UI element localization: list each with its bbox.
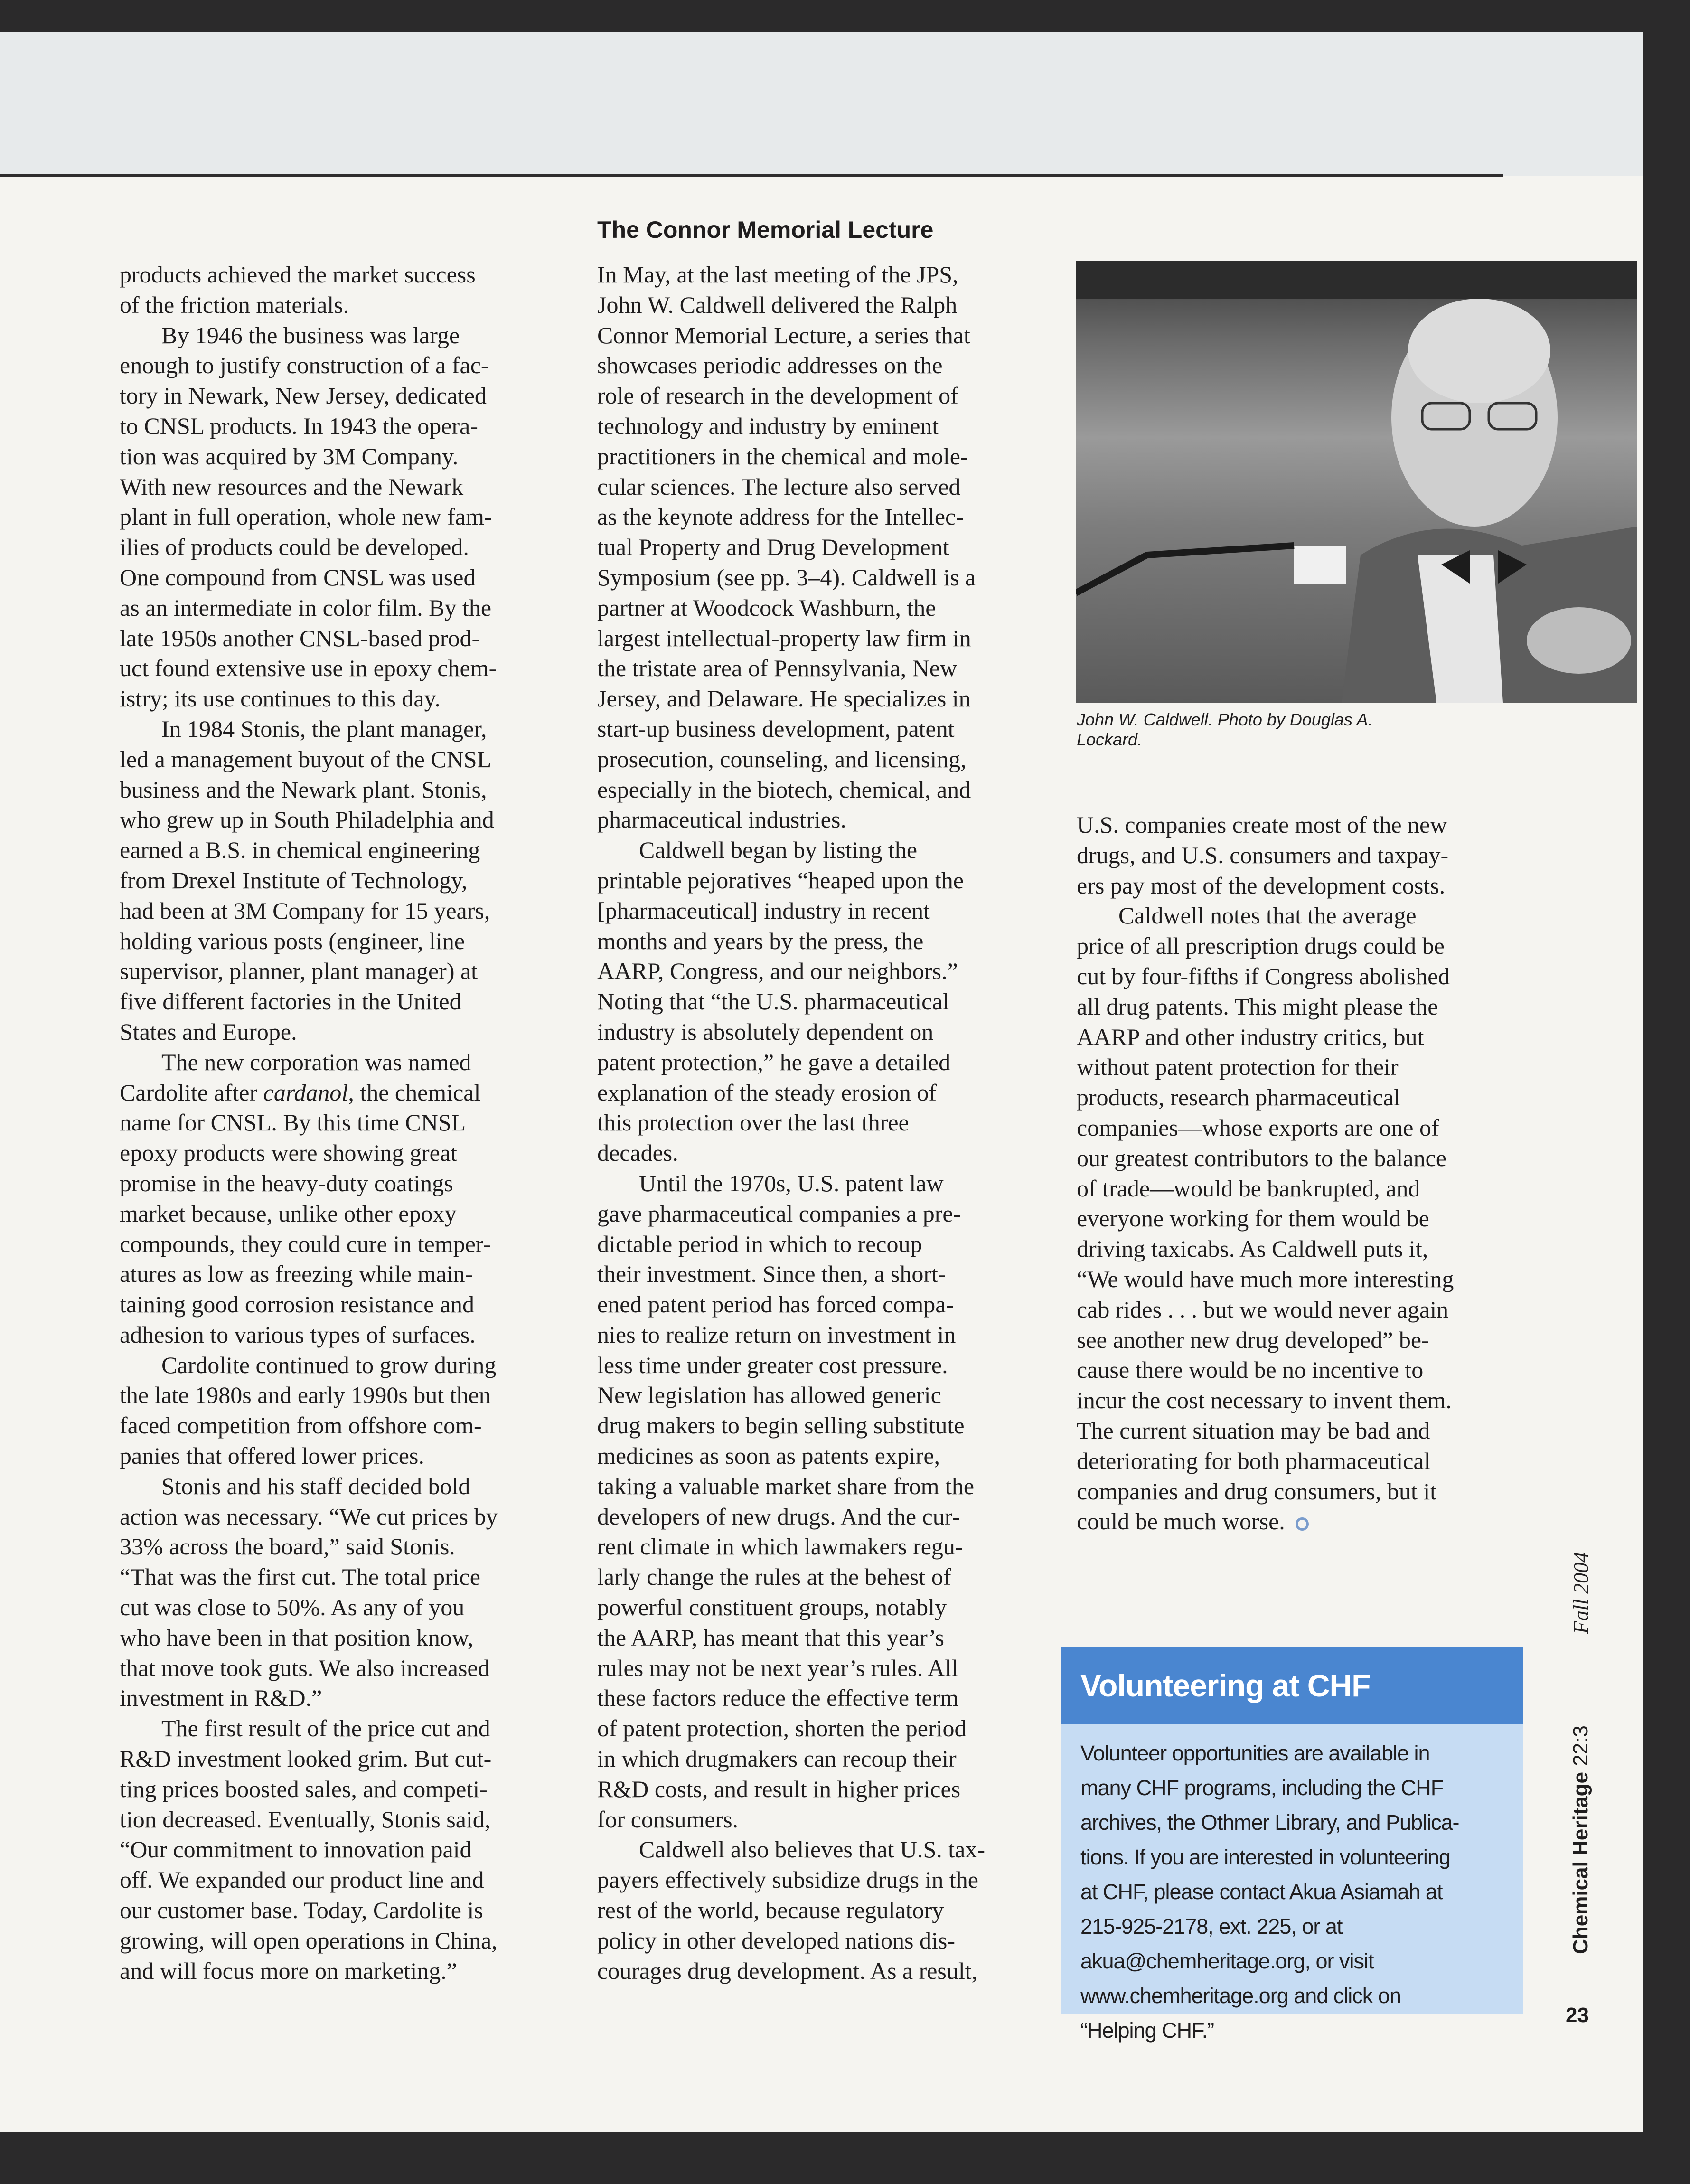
text-line: name for CNSL. By this time CNSL: [120, 1109, 466, 1136]
text-line: action was necessary. “We cut prices by: [120, 1503, 498, 1530]
paragraph: [597, 1835, 985, 1986]
text-line: printable pejoratives “heaped upon the: [597, 866, 964, 894]
text-line: payers effectively subsidize drugs in the: [597, 1866, 979, 1893]
text-line: the tristate area of Pennsylvania, New: [597, 655, 958, 682]
text-line: drug makers to begin selling substitute: [597, 1412, 965, 1439]
text-line: taking a valuable market share from the: [597, 1472, 975, 1499]
text-line: industry is absolutely dependent on: [597, 1018, 934, 1045]
text-line: for consumers.: [597, 1806, 739, 1833]
text-line: U.S. companies create most of the new: [1077, 811, 1447, 838]
text-line: as the keynote address for the Intellec-: [597, 503, 964, 530]
text-line: Caldwell notes that the average: [1118, 902, 1417, 929]
paragraph: [120, 260, 498, 320]
text-line: decades.: [597, 1139, 678, 1167]
text-line: tion was acquired by 3M Company.: [120, 442, 459, 470]
text-line: as an intermediate in color film. By the: [120, 594, 492, 621]
text-line: tory in Newark, New Jersey, dedicated: [120, 382, 487, 409]
text-line: Caldwell began by listing the: [639, 837, 918, 864]
text-line: ers pay most of the development costs.: [1077, 872, 1446, 899]
text-line: Caldwell also believes that U.S. tax-: [639, 1836, 986, 1863]
text-line: adhesion to various types of surfaces.: [120, 1321, 476, 1348]
text-line: Cardolite continued to grow during: [161, 1351, 497, 1378]
text-line: New legislation has allowed generic: [597, 1382, 941, 1409]
text-line: deteriorating for both pharmaceutical: [1077, 1447, 1431, 1474]
page-number: 23: [1566, 2004, 1589, 2027]
sidebar-body: [1080, 1736, 1459, 2048]
text-line: powerful constituent groups, notably: [597, 1594, 947, 1621]
text-line: who grew up in South Philadelphia and: [120, 806, 494, 833]
sidebar-text-line: Volunteer opportunities are available in: [1080, 1741, 1430, 1765]
text-line: istry; its use continues to this day.: [120, 685, 441, 712]
text-line: that move took guts. We also increased: [120, 1654, 490, 1681]
text-line: could be much worse.: [1077, 1506, 1454, 1537]
text-line: driving taxicabs. As Caldwell puts it,: [1077, 1235, 1428, 1262]
text-line: One compound from CNSL was used: [120, 564, 476, 591]
text-line: uct found extensive use in epoxy chem-: [120, 655, 497, 682]
text-line: from Drexel Institute of Technology,: [120, 866, 468, 894]
text-line: tion decreased. Eventually, Stonis said,: [120, 1806, 491, 1833]
text-line: showcases periodic addresses on the: [597, 352, 943, 379]
text-line: States and Europe.: [120, 1018, 297, 1045]
text-line: Jersey, and Delaware. He specializes in: [597, 685, 971, 712]
text-line: of the friction materials.: [120, 291, 349, 318]
text-line: cut by four-fifths if Congress abolished: [1077, 962, 1450, 989]
text-line: In May, at the last meeting of the JPS,: [597, 261, 958, 288]
text-line: nies to realize return on investment in: [597, 1321, 956, 1348]
sidebar-text-line: many CHF programs, including the CHF: [1080, 1776, 1444, 1800]
text-line: role of research in the development of: [597, 382, 958, 409]
sidebar-text-line: “Helping CHF.”: [1080, 2018, 1214, 2043]
paragraph: [597, 1168, 985, 1835]
text-line: supervisor, planner, plant manager) at: [120, 958, 478, 985]
text-line: in which drugmakers can recoup their: [597, 1745, 957, 1772]
sidebar-text-line: akua@chemheritage.org, or visit: [1080, 1949, 1374, 1973]
text-line: partner at Woodcock Washburn, the: [597, 594, 936, 621]
text-line: “Our commitment to innovation paid: [120, 1836, 472, 1863]
caption-line: Lockard.: [1077, 730, 1143, 749]
sidebar-header: [1061, 1647, 1523, 1724]
magazine-folio: [1569, 1716, 1593, 1963]
text-line: cause there would be no incentive to: [1077, 1356, 1424, 1384]
text-line: policy in other developed nations dis-: [597, 1927, 956, 1954]
text-line: rent climate in which lawmakers regu-: [597, 1533, 963, 1560]
sidebar-text-line: archives, the Othmer Library, and Publica-: [1080, 1810, 1459, 1835]
text-line: holding various posts (engineer, line: [120, 927, 465, 954]
text-line: patent protection,” he gave a detailed: [597, 1048, 951, 1075]
text-line: especially in the biotech, chemical, and: [597, 776, 971, 803]
text-line: the AARP, has meant that this year’s: [597, 1624, 944, 1651]
text-line: rest of the world, because regulatory: [597, 1897, 944, 1924]
paragraph: [120, 1047, 498, 1350]
text-line: ting prices boosted sales, and competi-: [120, 1775, 488, 1802]
text-line: The new corporation was named: [161, 1048, 471, 1075]
text-line: this protection over the last three: [597, 1109, 909, 1136]
text-line: rules may not be next year’s rules. All: [597, 1654, 958, 1681]
text-line: less time under greater cost pressure.: [597, 1351, 948, 1378]
text-line: without patent protection for their: [1077, 1054, 1399, 1081]
text-line: taining good corrosion resistance and: [120, 1291, 475, 1318]
text-line: AARP, Congress, and our neighbors.”: [597, 958, 958, 985]
text-line: their investment. Since then, a short-: [597, 1261, 946, 1288]
text-line: who have been in that position know,: [120, 1624, 474, 1651]
top-band: [0, 32, 1643, 176]
text-line: 33% across the board,” said Stonis.: [120, 1533, 455, 1560]
text-line: larly change the rules at the behest of: [597, 1563, 951, 1591]
text-line: products, research pharmaceutical: [1077, 1084, 1400, 1111]
section-heading: The Connor Memorial Lecture: [597, 217, 934, 243]
paragraph: [120, 1350, 498, 1471]
sidebar-text-line: www.chemheritage.org and click on: [1080, 1984, 1401, 2008]
article-column-2: [597, 260, 985, 1986]
text-line: The first result of the price cut and: [161, 1715, 490, 1742]
text-line: plant in full operation, whole new fam-: [120, 503, 492, 530]
text-line: tual Property and Drug Development: [597, 534, 949, 561]
text-line: AARP and other industry critics, but: [1077, 1023, 1424, 1050]
text-line: [120, 1078, 498, 1108]
volume-issue: 22:3: [1569, 1725, 1592, 1766]
text-line: companies—whose exports are one of: [1077, 1114, 1439, 1141]
text-line: cut was close to 50%. As any of you: [120, 1594, 465, 1621]
text-line: panies that offered lower prices.: [120, 1442, 424, 1469]
text-line: developers of new drugs. And the cur-: [597, 1503, 960, 1530]
magazine-name: Chemical Heritage: [1569, 1771, 1592, 1954]
text-line: practitioners in the chemical and mole-: [597, 442, 968, 470]
text-line: technology and industry by eminent: [597, 412, 939, 439]
text-line: “We would have much more interesting: [1077, 1265, 1454, 1292]
text-line: start-up business development, patent: [597, 715, 955, 742]
text-line: all drug patents. This might please the: [1077, 993, 1438, 1020]
text-line: market because, unlike other epoxy: [120, 1200, 457, 1227]
text-line: enough to justify construction of a fac-: [120, 352, 489, 379]
text-line: of trade—would be bankrupted, and: [1077, 1175, 1420, 1202]
header-rule: [0, 174, 1503, 177]
text-segment: , the chemical: [348, 1079, 481, 1106]
photo-john-caldwell: [1076, 261, 1637, 703]
text-line: compounds, they could cure in temper-: [120, 1230, 491, 1257]
text-line: months and years by the press, the: [597, 927, 924, 954]
sidebar-text-line: at CHF, please contact Akua Asiamah at: [1080, 1880, 1443, 1904]
paragraph: [120, 1471, 498, 1713]
text-line: promise in the heavy-duty coatings: [120, 1169, 453, 1196]
text-line: Symposium (see pp. 3–4). Caldwell is a: [597, 564, 976, 591]
text-line: our customer base. Today, Cardolite is: [120, 1897, 483, 1924]
volunteering-sidebar: [1061, 1647, 1523, 2043]
paragraph: [120, 714, 498, 1047]
text-line: growing, will open operations in China,: [120, 1927, 498, 1954]
photo-caption: [1077, 710, 1373, 750]
text-line: see another new drug developed” be-: [1077, 1326, 1429, 1353]
text-line: By 1946 the business was large: [161, 321, 460, 348]
text-line: the late 1980s and early 1990s but then: [120, 1382, 491, 1409]
text-line: products achieved the market success: [120, 261, 476, 288]
text-line: gave pharmaceutical companies a pre-: [597, 1200, 961, 1227]
text-line: R&D investment looked grim. But cut-: [120, 1745, 492, 1772]
end-of-article-icon: [1296, 1517, 1309, 1531]
text-line: to CNSL products. In 1943 the opera-: [120, 412, 478, 439]
text-line: of patent protection, shorten the period: [597, 1715, 967, 1742]
paragraph: [1077, 810, 1454, 901]
text-line: pharmaceutical industries.: [597, 806, 846, 833]
article-column-1: [120, 260, 498, 1986]
text-line: incur the cost necessary to invent them.: [1077, 1387, 1452, 1414]
text-line: companies and drug consumers, but it: [1077, 1478, 1437, 1505]
text-line: ilies of products could be developed.: [120, 534, 469, 561]
text-segment: Cardolite after: [120, 1079, 263, 1106]
text-line: [pharmaceutical] industry in recent: [597, 897, 930, 924]
paragraph: [120, 320, 498, 714]
article-column-3: [1077, 810, 1454, 1537]
text-line: off. We expanded our product line and: [120, 1866, 484, 1893]
text-line: prosecution, counseling, and licensing,: [597, 745, 967, 772]
text-line: In 1984 Stonis, the plant manager,: [161, 715, 487, 742]
issue-date: Fall 2004: [1569, 1552, 1593, 1634]
text-line: R&D costs, and result in higher prices: [597, 1775, 961, 1802]
text-line: largest intellectual-property law firm in: [597, 624, 971, 651]
text-line: everyone working for them would be: [1077, 1205, 1429, 1232]
italic-term: cardanol: [263, 1079, 348, 1106]
paragraph: [1077, 901, 1454, 1537]
text-line: John W. Caldwell delivered the Ralph: [597, 291, 958, 318]
text-line: five different factories in the United: [120, 988, 461, 1015]
text-line: Until the 1970s, U.S. patent law: [639, 1169, 944, 1196]
text-line: dictable period in which to recoup: [597, 1230, 922, 1257]
text-line: With new resources and the Newark: [120, 473, 464, 500]
text-line: business and the Newark plant. Stonis,: [120, 776, 487, 803]
text-line: price of all prescription drugs could be: [1077, 932, 1445, 960]
text-line: late 1950s another CNSL-based prod-: [120, 624, 480, 651]
text-line: drugs, and U.S. consumers and taxpay-: [1077, 841, 1449, 868]
paragraph: [597, 835, 985, 1168]
sidebar-text-line: tions. If you are interested in volunteering: [1080, 1845, 1450, 1869]
text-line: courages drug development. As a result,: [597, 1957, 978, 1984]
text-line: these factors reduce the effective term: [597, 1685, 959, 1712]
sidebar-text-line: 215-925-2178, ext. 225, or at: [1080, 1914, 1343, 1939]
text-line: earned a B.S. in chemical engineering: [120, 837, 480, 864]
caption-line: John W. Caldwell. Photo by Douglas A.: [1077, 710, 1373, 729]
paragraph: [597, 260, 985, 835]
text-line: “That was the first cut. The total price: [120, 1563, 480, 1591]
text-line: investment in R&D.”: [120, 1685, 322, 1712]
text-line: cular sciences. The lecture also served: [597, 473, 961, 500]
portrait-image: [1076, 261, 1637, 703]
text-line: faced competition from offshore com-: [120, 1412, 482, 1439]
text-line: medicines as soon as patents expire,: [597, 1442, 940, 1469]
text-line: epoxy products were showing great: [120, 1139, 457, 1167]
text-line: and will focus more on marketing.”: [120, 1957, 457, 1984]
sidebar-title: Volunteering at CHF: [1080, 1668, 1371, 1703]
text-line: led a management buyout of the CNSL: [120, 745, 492, 772]
text-line: explanation of the steady erosion of: [597, 1079, 937, 1106]
text-line: Noting that “the U.S. pharmaceutical: [597, 988, 949, 1015]
text-line: atures as low as freezing while main-: [120, 1261, 473, 1288]
text-line: our greatest contributors to the balance: [1077, 1144, 1446, 1171]
text-line: Stonis and his staff decided bold: [161, 1472, 470, 1499]
paragraph: [120, 1713, 498, 1986]
text-line: cab rides . . . but we would never again: [1077, 1296, 1449, 1323]
text-line: had been at 3M Company for 15 years,: [120, 897, 490, 924]
text-line: ened patent period has forced compa-: [597, 1291, 954, 1318]
text-line: The current situation may be bad and: [1077, 1417, 1430, 1444]
text-line: Connor Memorial Lecture, a series that: [597, 321, 970, 348]
